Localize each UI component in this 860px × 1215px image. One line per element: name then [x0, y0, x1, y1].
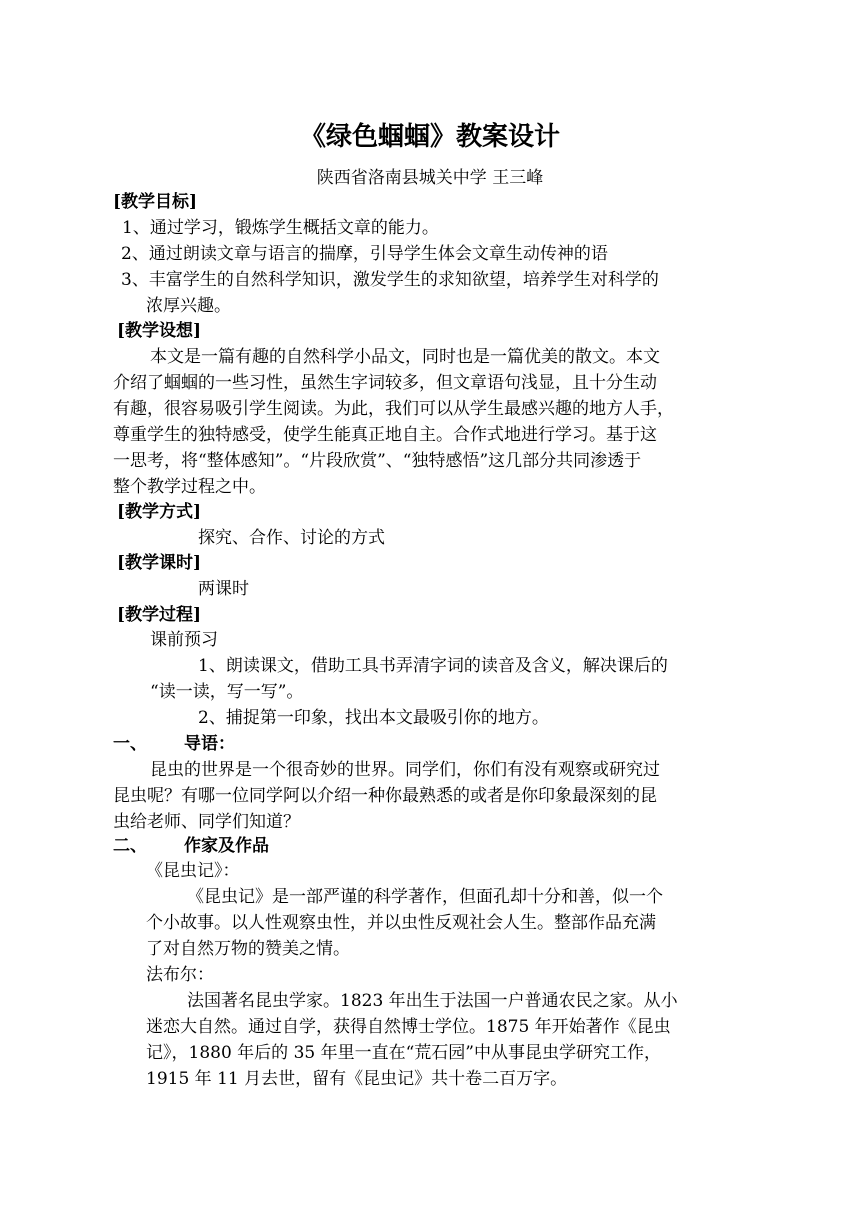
paragraph-line: 昆虫的世界是一个很奇妙的世界。同学们，你们有没有观察或研究过	[150, 760, 660, 780]
goal-item-continued: 浓厚兴趣。	[146, 296, 231, 316]
goals-heading: [教学目标]	[113, 192, 198, 212]
paragraph-line: 昆虫呢？有哪一位同学阿以介绍一种你最熟悉的或者是你印象最深刻的昆	[113, 786, 657, 806]
paragraph-line: 尊重学生的独特感受，使学生能真正地自主。合作式地进行学习。基于这	[113, 425, 657, 445]
book-label: 《昆虫记》：	[146, 861, 240, 881]
section-title: 作家及作品	[184, 836, 269, 856]
paragraph-line: 一思考，将“整体感知”。“片段欣赏”、“独特感悟”这几部分共同渗透于	[113, 451, 642, 471]
section-number: 一、	[113, 734, 147, 754]
paragraph-line: 了对自然万物的赞美之情。	[146, 939, 350, 959]
goal-item: 2、通过朗读文章与语言的揣摩，引导学生体会文章生动传神的语	[121, 244, 608, 264]
preview-label: 课前预习	[150, 630, 218, 650]
section-number: 二、	[113, 836, 147, 856]
paragraph-line: 《昆虫记》是一部严谨的科学著作，但面孔却十分和善，似一个	[187, 887, 663, 907]
paragraph-line: 整个教学过程之中。	[113, 477, 266, 497]
preview-item: 2、捕捉第一印象，找出本文最吸引你的地方。	[198, 708, 549, 728]
paragraph-line: 介绍了蝈蝈的一些习性，虽然生字词较多，但文章语句浅显，且十分生动	[113, 373, 657, 393]
hours-heading: [教学课时]	[117, 553, 202, 573]
author-label: 法布尔：	[146, 965, 214, 985]
paragraph-line: 虫给老师、同学们知道？	[113, 812, 300, 832]
concept-heading: [教学设想]	[117, 321, 202, 341]
paragraph-line: 有趣，很容易吸引学生阅读。为此，我们可以从学生最感兴趣的地方人手，	[113, 399, 674, 419]
method-heading: [教学方式]	[117, 502, 202, 522]
paragraph-line: 法国著名昆虫学家。1823 年出生于法国一户普通农民之家。从小	[187, 991, 678, 1011]
preview-item: 1、朗读课文，借助工具书弄清字词的读音及含义，解决课后的	[198, 656, 668, 676]
paragraph-line: 1915 年 11 月去世，留有《昆虫记》共十卷二百万字。	[146, 1069, 568, 1089]
document-title: 《绿色蝈蝈》教案设计	[299, 122, 560, 152]
process-heading: [教学过程]	[117, 605, 202, 625]
preview-item-continued: “读一读，写一写”。	[150, 682, 304, 702]
goal-item: 3、丰富学生的自然科学知识，激发学生的求知欲望，培养学生对科学的	[121, 270, 659, 290]
method-text: 探究、合作、讨论的方式	[198, 528, 385, 548]
paragraph-line: 本文是一篇有趣的自然科学小品文，同时也是一篇优美的散文。本文	[150, 347, 660, 367]
section-title: 导语：	[184, 734, 235, 754]
hours-text: 两课时	[198, 579, 249, 599]
paragraph-line: 个小故事。以人性观察虫性，并以虫性反观社会人生。整部作品充满	[146, 913, 656, 933]
goal-item: 1、通过学习，锻炼学生概括文章的能力。	[122, 218, 439, 238]
paragraph-line: 记》，1880 年后的 35 年里一直在“荒石园”中从事昆虫学研究工作，	[146, 1043, 661, 1063]
author-line: 陕西省洛南县城关中学 王三峰	[316, 168, 544, 188]
paragraph-line: 迷恋大自然。通过自学，获得自然博士学位。1875 年开始著作《昆虫	[146, 1017, 671, 1037]
